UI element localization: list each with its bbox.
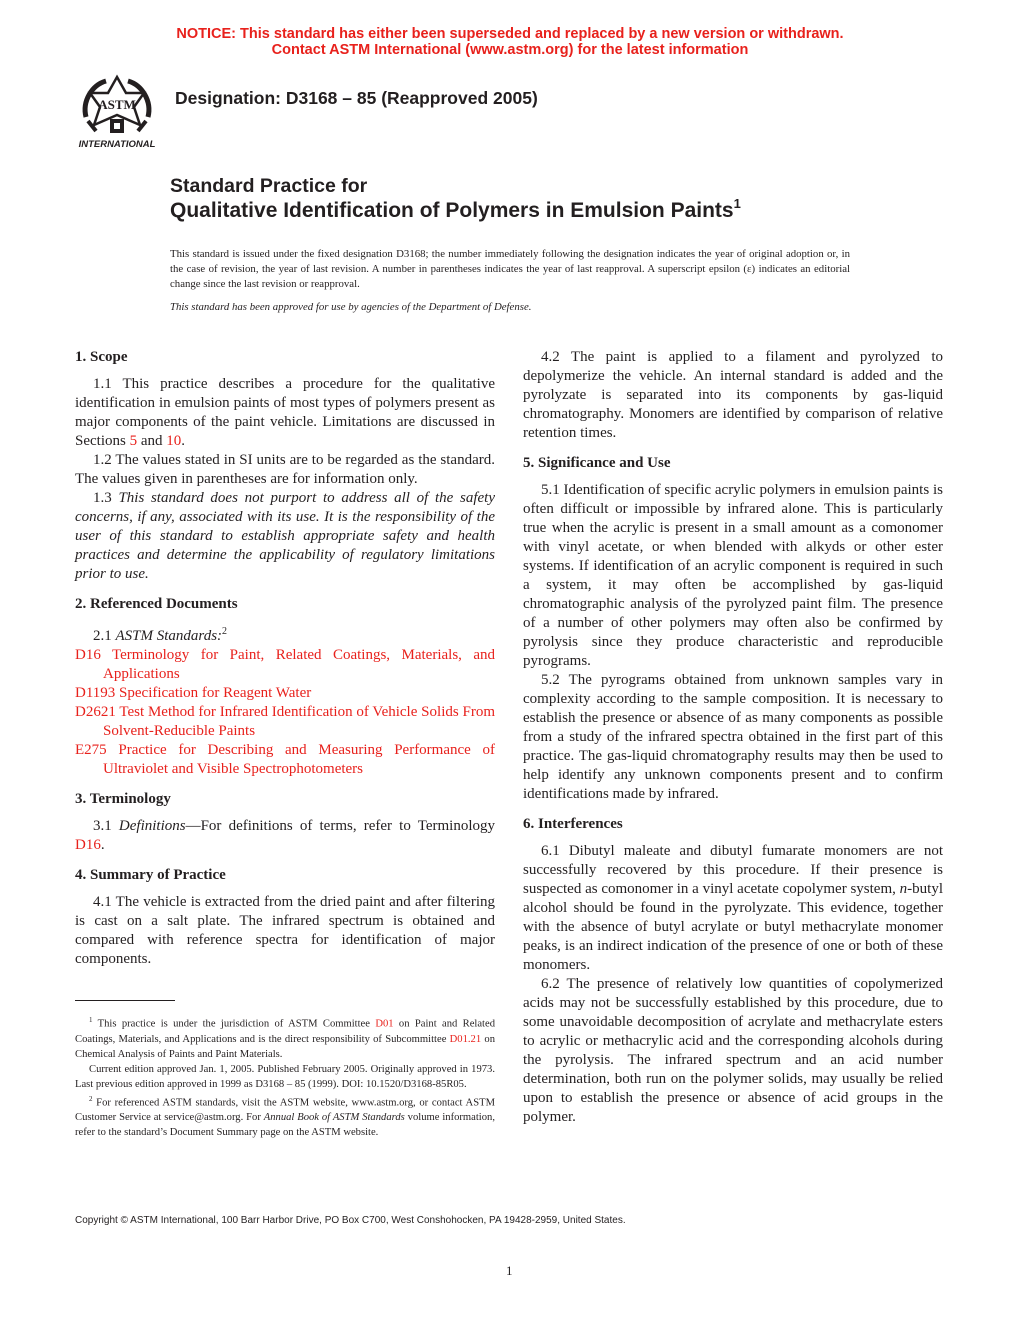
logo-text: INTERNATIONAL xyxy=(78,139,156,150)
section-1-heading: 1. Scope xyxy=(75,349,128,365)
para-2-1: 2.1 ASTM Standards:$^2$ xyxy=(93,626,228,644)
section-2-heading: 2. Referenced Documents xyxy=(75,596,238,612)
para-4-1: 4.1 The vehicle is extracted from the dried paint and after filtering is cast on a salt plate. The infrared spectrum is obtained and compared with reference spectra for identification of major components. xyxy=(75,894,495,967)
footnote-1-edition: Current edition approved Jan. 1, 2005. Published February 2005. Originally approved in 1973. Last previous edition approved in 1999 as D3168 – 85 (1999). DOI: 10.1520/D3168-85R05. xyxy=(75,1063,495,1090)
para-1-3: 1.3 This standard does not purport to address all of the safety concerns, if any, associated with its use. It is the responsibility of the user of this standard to establish appropriate safety and health practices and determine the applicability of regulatory limitations prior to use. xyxy=(75,490,496,582)
logo-letters: ASTM xyxy=(98,97,136,112)
footnote-2: $^2$ For referenced ASTM standards, visit the ASTM website, www.astm.org, or contact ASTM Customer Service at service@astm.org. For Annual Book of ASTM Standards volume information, refer to the standard’s Document Summary page on the ASTM website. xyxy=(75,1094,495,1139)
designation: Designation: D3168 – 85 (Reapproved 2005) xyxy=(175,88,538,108)
astm-logo xyxy=(74,73,160,151)
section-10-link[interactable]: 10 xyxy=(166,433,182,449)
footnote-divider xyxy=(75,1000,175,1001)
section-5-heading: 5. Significance and Use xyxy=(523,455,671,471)
para-5-2: 5.2 The pyrograms obtained from unknown samples vary in complexity according to the sample composition. It is necessary to establish the presence or absence of as many components as possible from a study of the infrared spectra obtained in the first part of this practice. The gas-liquid chromatography results may then be used to help identify any unknown components present and to confirm identifications made by infrared. xyxy=(523,672,943,802)
d01-link[interactable]: D01 xyxy=(375,1018,394,1030)
d01-21-link[interactable]: D01.21 xyxy=(449,1033,482,1045)
section-6-heading: 6. Interferences xyxy=(523,816,623,832)
ref-d16[interactable]: D16 Terminology for Paint, Related Coatings, Materials, and Applications xyxy=(75,647,496,682)
left-column xyxy=(75,348,495,969)
notice-line-2: Contact ASTM International (www.astm.org) for the latest information xyxy=(271,42,749,58)
withdrawal-notice xyxy=(0,26,1020,58)
section-5-link[interactable]: 5 xyxy=(129,433,138,449)
para-4-2: 4.2 The paint is applied to a filament and pyrolyzed to depolymerize the vehicle. An internal standard is added and the pyrolyzate is separated into its components by gas-liquid chromatography. Monomers are identified by comparison of relative retention times. xyxy=(523,349,943,441)
ref-d1193[interactable]: D1193 Specification for Reagent Water xyxy=(75,685,312,701)
section-3-heading: 3. Terminology xyxy=(75,791,171,807)
title-footnote-marker: 1 xyxy=(733,196,741,211)
page-number: 1 xyxy=(506,1263,513,1278)
notice-line-1: NOTICE: This standard has either been superseded and replaced by a new version or withdrawn. xyxy=(176,26,844,42)
footnotes xyxy=(75,1013,495,1140)
dod-approval: This standard has been approved for use by agencies of the Department of Defense. xyxy=(170,301,532,313)
para-6-1: 6.1 Dibutyl maleate and dibutyl fumarate monomers are not successfully recovered by this procedure. If their presence is suspected as comonomer in a vinyl acetate copolymer system, n-butyl alcohol should be found in the pyrolyzate. This evidence, together with the absence of butyl acrylate or butyl methacrylate monomer peaks, is an indirect indication of the presence of one or both of these monomers. xyxy=(523,843,943,973)
ref-e275[interactable]: E275 Practice for Describing and Measuring Performance of Ultraviolet and Visible Spectrophotometers xyxy=(75,742,495,777)
footnote-1: $^1$ This practice is under the jurisdiction of ASTM Committee D01 on Paint and Related Coatings, Materials, and Applications and is the direct responsibility of Subcommittee D01.21 on Chemical Analysis of Paints and Paint Materials. xyxy=(75,1016,495,1060)
title-line-1: Standard Practice for xyxy=(170,175,368,197)
para-3-1: 3.1 Definitions—For definitions of terms, refer to Terminology D16. xyxy=(75,818,495,853)
section-4-heading: 4. Summary of Practice xyxy=(75,867,226,883)
para-6-2: 6.2 The presence of relatively low quantities of copolymerized acids may not be successfully established by this procedure, due to some unavoidable decomposition of acrylate and methacrylate esters to acrylic or methacrylic acid and the corresponding alcohols during the pyrolysis. The infrared spectrum and an acid number determination, both run on the polymer solids, may usually be relied upon to establish the presence or absence of acid groups in the polymer. xyxy=(523,976,943,1125)
title-line-2 xyxy=(170,196,741,223)
preamble: This standard is issued under the fixed designation D3168; the number immediately following the designation indicates the year of original adoption or, in the case of revision, the year of last revision. A number in parentheses indicates the year of last reapproval. A superscript epsilon (ε) indicates an editorial change since the last revision or reapproval. xyxy=(170,248,850,290)
para-5-1: 5.1 Identification of specific acrylic polymers in emulsion paints is often difficult or impossible by infrared alone. This is particularly true when the acrylic is present in a small amount as a comonomer with vinyl acetate, or when blended with alkyds or other ester systems. If identification of an acrylic component is required in such a system, it may often be accomplished by gas-liquid chromatographic analysis of the pyrolyzed paint film. The presence of a number of other polymers may often also be confirmed by pyrolysis since they produce characteristic and reproducible pyrograms. xyxy=(523,482,943,669)
title-text: Qualitative Identification of Polymers in Emulsion Paints xyxy=(170,199,734,222)
para-1-1: 1.1 This practice describes a procedure for the qualitative identification in emulsion paints of most types of polymers present as major components of the paint vehicle. Limitations are discussed in Sections 5 and 10. xyxy=(75,376,495,449)
d16-link[interactable]: D16 xyxy=(75,837,101,853)
para-1-2: 1.2 The values stated in SI units are to be regarded as the standard. The values given in parentheses are for information only. xyxy=(75,452,495,487)
astm-logo-icon xyxy=(74,73,160,151)
copyright: Copyright © ASTM International, 100 Barr Harbor Drive, PO Box C700, West Conshohocken, PA 19428-2959, United States. xyxy=(75,1215,626,1226)
right-column xyxy=(523,348,943,1127)
ref-d2621[interactable]: D2621 Test Method for Infrared Identification of Vehicle Solids From Solvent-Reducible Paints xyxy=(75,704,495,739)
